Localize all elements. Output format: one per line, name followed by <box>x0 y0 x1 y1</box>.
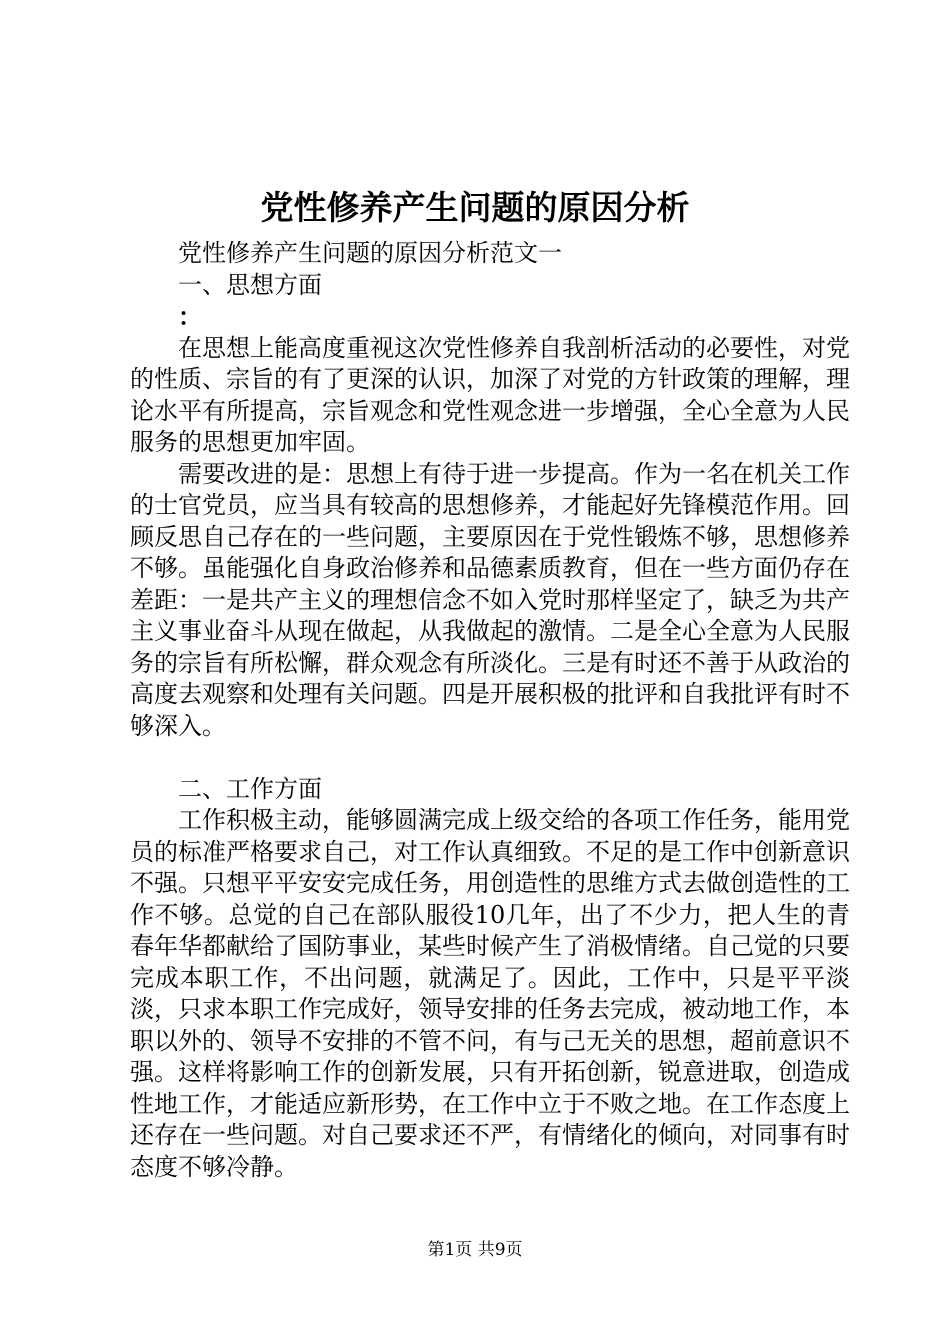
body-paragraph: 在思想上能高度重视这次党性修养自我剖析活动的必要性，对党的性质、宗旨的有了更深的认识，加深了对党的方针政策的理解，理论水平有所提高，宗旨观念和党性观念进一步增强，全心全意为人民服务的思想更加牢固。 <box>130 333 850 456</box>
body-paragraph: 需要改进的是：思想上有待于进一步提高。作为一名在机关工作的士官党员，应当具有较高的思想修养，才能起好先锋模范作用。回顾反思自己存在的一些问题，主要原因在于党性锻炼不够，思想修养不够。虽能强化自身政治修养和品德素质教育，但在一些方面仍存在差距：一是共产主义的理想信念不如入党时那样坚定了，缺乏为共产主义事业奋斗从现在做起，从我做起的激情。二是全心全意为人民服务的宗旨有所松懈，群众观念有所淡化。三是有时还不善于从政治的高度去观察和处理有关问题。四是开展积极的批评和自我批评有时不够深入。 <box>130 459 850 740</box>
page-footer: 第1页 共9页 <box>427 1240 523 1260</box>
body-paragraph: 工作积极主动，能够圆满完成上级交给的各项工作任务，能用党员的标准严格要求自己，对工作认真细致。不足的是工作中创新意识不强。只想平平安安完成任务，用创造性的思维方式去做创造性的工作不够。总觉的自己在部队服役10几年，出了不少力，把人生的青春年华都献给了国防事业，某些时候产生了消极情绪。自己觉的只要完成本职工作，不出问题，就满足了。因此，工作中，只是平平淡淡，只求本职工作完成好，领导安排的任务去完成，被动地工作，本职以外的、领导不安排的不管不问，有与己无关的思想，超前意识不强。这样将影响工作的创新发展，只有开拓创新，锐意进取，创造成性地工作，才能适应新形势，在工作中立于不败之地。在工作态度上还存在一些问题。对自己要求还不严，有情绪化的倾向，对同事有时态度不够冷静。 <box>130 806 850 1181</box>
document-title: 党性修养产生问题的原因分析 <box>260 188 690 227</box>
paragraph-spacer <box>130 742 850 774</box>
colon-line: ： <box>178 302 202 331</box>
document-body <box>130 238 850 1183</box>
section-heading-work: 二、工作方面 <box>178 774 322 803</box>
subtitle-paragraph: 党性修养产生问题的原因分析范文一 <box>178 239 562 267</box>
section-heading-thought: 一、思想方面 <box>178 270 322 299</box>
